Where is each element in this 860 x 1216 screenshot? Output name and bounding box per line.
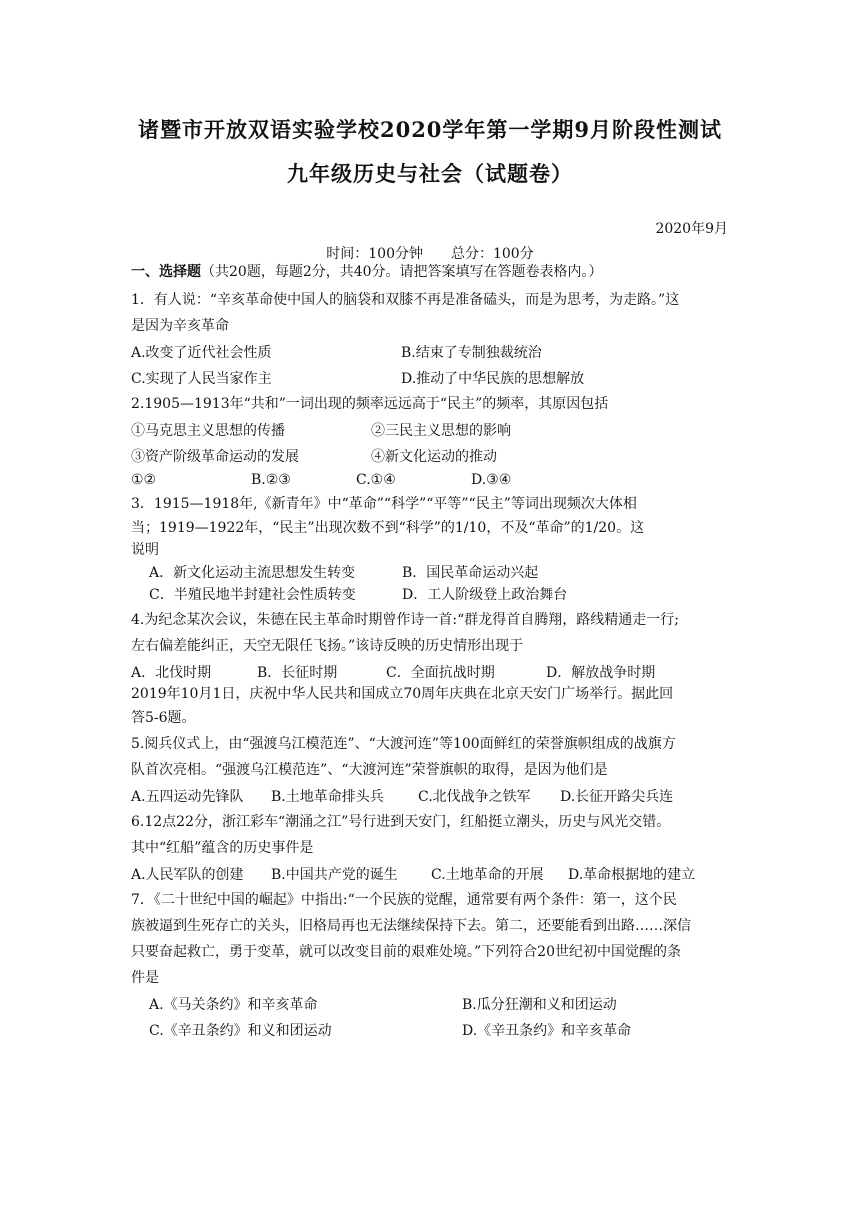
section-heading-note: （共20题，每题2分，共40分。请把答案填写在答题卷表格内。） bbox=[201, 264, 603, 280]
exam-date: 2020年9月 bbox=[655, 221, 728, 237]
q3-option-c: C．半殖民地半封建社会性质转变 bbox=[149, 587, 356, 603]
q5-stem-line1: 5.阅兵仪式上，由“强渡乌江模范连”、“大渡河连”等100面鲜红的荣誉旗帜组成的战旗方 bbox=[131, 736, 676, 752]
q7-stem-line1: 7．《二十世纪中国的崛起》中指出:“一个民族的觉醒，通常要有两个条件：第一，这个民 bbox=[131, 892, 677, 908]
exam-subtitle: 九年级历史与社会（试题卷） bbox=[287, 161, 573, 186]
q1-option-a: A.改变了近代社会性质 bbox=[131, 345, 272, 361]
q2-statement-1: ①马克思主义思想的传播 bbox=[131, 423, 285, 439]
q7-stem-line4: 件是 bbox=[131, 970, 159, 986]
q2-option-b: B.②③ bbox=[251, 472, 291, 488]
q7-stem-line2: 族被逼到生死存亡的关头，旧格局再也无法继续保持下去。第二，还要能看到出路……深信 bbox=[131, 918, 691, 934]
q1-stem-line2: 是因为辛亥革命 bbox=[131, 318, 229, 334]
q6-option-a: A.人民军队的创建 bbox=[131, 867, 244, 883]
section-heading-bold: 一、选择题 bbox=[131, 264, 201, 280]
q2-option-d: D.③④ bbox=[471, 472, 512, 488]
q2-statement-4: ④新文化运动的推动 bbox=[371, 449, 497, 465]
q6-option-c: C.土地革命的开展 bbox=[431, 867, 544, 883]
q3-option-b: B．国民革命运动兴起 bbox=[402, 565, 539, 581]
q3-stem-line2: 当；1919—1922年，“民主”出现次数不到“科学”的1/10，不及“革命”的1/20。这 bbox=[131, 520, 645, 536]
q6-stem-line2: 其中“红船”蕴含的历史事件是 bbox=[131, 840, 314, 856]
q3-option-d: D．工人阶级登上政治舞台 bbox=[402, 587, 568, 603]
q7-option-b: B.瓜分狂潮和义和团运动 bbox=[462, 997, 617, 1013]
q4-option-b: B．长征时期 bbox=[257, 665, 338, 681]
q2-option-a: ①② bbox=[131, 472, 157, 488]
q7-option-a: A.《马关条约》和辛亥革命 bbox=[149, 997, 318, 1013]
q1-option-c: C.实现了人民当家作主 bbox=[131, 371, 272, 387]
q1-option-b: B.结束了专制独裁统治 bbox=[401, 345, 542, 361]
q4-option-a: A．北伐时期 bbox=[131, 665, 212, 681]
q5-stem-line2: 队首次亮相。“强渡乌江模范连”、“大渡河连”荣誉旗帜的取得，是因为他们是 bbox=[131, 762, 608, 778]
q5-option-d: D.长征开路尖兵连 bbox=[560, 789, 674, 805]
intro-5-6-line2: 答5-6题。 bbox=[131, 710, 196, 726]
q3-stem-line3: 说明 bbox=[131, 542, 159, 558]
exam-time-score: 时间：100分钟 总分：100分 bbox=[326, 246, 534, 262]
q2-option-c: C.①④ bbox=[356, 472, 396, 488]
q5-option-c: C.北伐战争之铁军 bbox=[418, 789, 531, 805]
q4-option-c: C．全面抗战时期 bbox=[386, 665, 495, 681]
q7-stem-line3: 只要奋起救亡，勇于变革，就可以改变目前的艰难处境。”下列符合20世纪初中国觉醒的条 bbox=[131, 944, 681, 960]
q6-option-b: B.中国共产党的诞生 bbox=[271, 867, 398, 883]
q6-stem-line1: 6.12点22分，浙江彩车“潮涌之江”号行进到天安门，红船挺立潮头，历史与风光交错。 bbox=[131, 814, 671, 830]
q2-stem: 2.1905—1913年“共和”一词出现的频率远远高于“民主”的频率，其原因包括 bbox=[131, 396, 609, 412]
q5-option-b: B.土地革命排头兵 bbox=[271, 789, 384, 805]
q1-option-d: D.推动了中华民族的思想解放 bbox=[401, 371, 585, 387]
q7-option-c: C.《辛丑条约》和义和团运动 bbox=[149, 1023, 332, 1039]
q2-statement-3: ③资产阶级革命运动的发展 bbox=[131, 449, 299, 465]
section-heading bbox=[131, 262, 603, 282]
q4-stem-line2: 左右偏差能纠正，天空无限任飞扬。”该诗反映的历史情形出现于 bbox=[131, 638, 524, 654]
q1-stem-line1: 1．有人说：“辛亥革命使中国人的脑袋和双膝不再是准备磕头，而是为思考，为走路。”这 bbox=[131, 292, 680, 308]
q3-stem-line1: 3．1915—1918年,《新青年》中“革命”“科学”“平等”“民主”等词出现频次大体相 bbox=[131, 496, 637, 512]
q2-statement-2: ②三民主义思想的影响 bbox=[371, 423, 511, 439]
q3-option-a: A．新文化运动主流思想发生转变 bbox=[149, 565, 356, 581]
q6-option-d: D.革命根据地的建立 bbox=[568, 867, 696, 883]
intro-5-6-line1: 2019年10月1日，庆祝中华人民共和国成立70周年庆典在北京天安门广场举行。据此回 bbox=[131, 686, 674, 702]
q4-option-d: D．解放战争时期 bbox=[546, 665, 656, 681]
q4-stem-line1: 4.为纪念某次会议，朱德在民主革命时期曾作诗一首:“群龙得首自腾翔，路线精通走一行; bbox=[131, 612, 679, 628]
q5-option-a: A.五四运动先锋队 bbox=[131, 789, 244, 805]
q7-option-d: D.《辛丑条约》和辛亥革命 bbox=[462, 1023, 632, 1039]
exam-title: 诸暨市开放双语实验学校2020学年第一学期9月阶段性测试 bbox=[137, 117, 723, 142]
